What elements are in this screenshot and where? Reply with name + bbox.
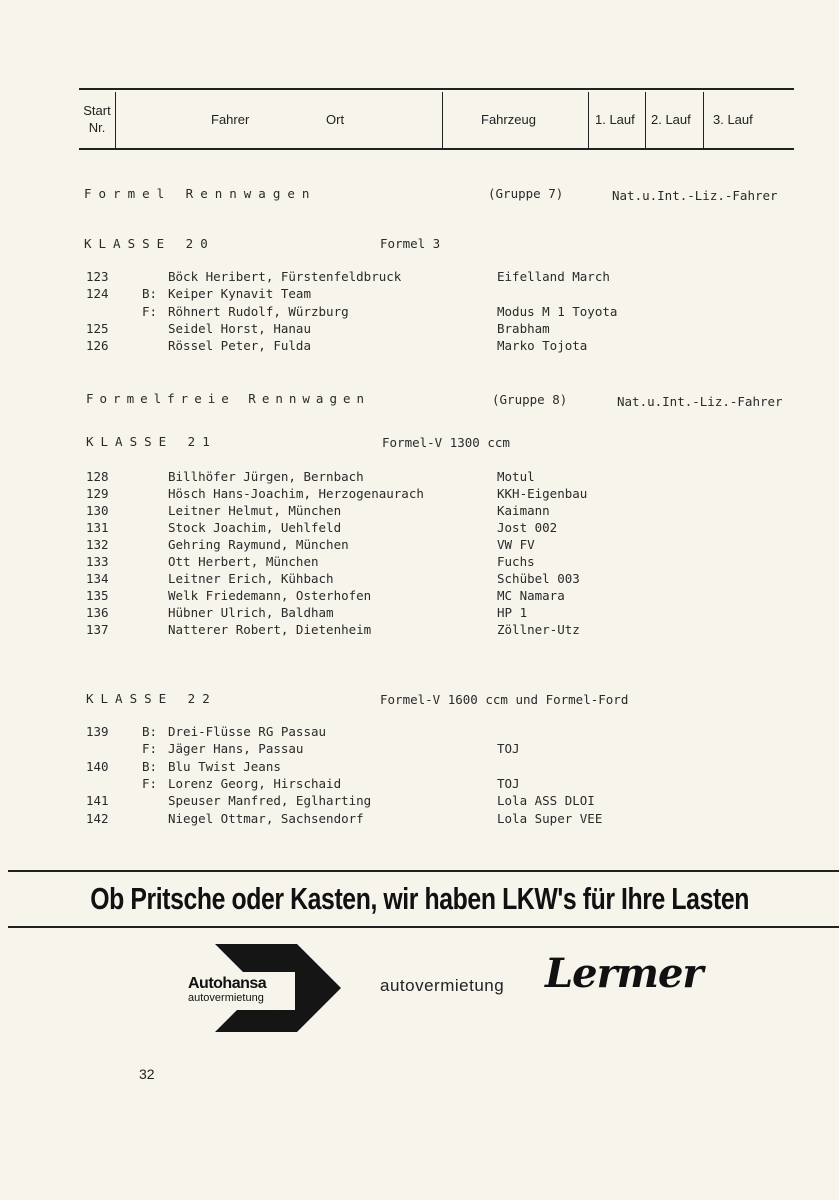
driver-name: Seidel Horst, Hanau	[168, 320, 311, 336]
driver-name: Keiper Kynavit Team	[168, 286, 311, 302]
driver-name: Röhnert Rudolf, Würzburg	[168, 303, 349, 319]
klasse-20-desc: Formel 3	[380, 236, 441, 251]
entry-row	[86, 338, 786, 355]
start-number: 131	[86, 520, 109, 535]
header-lauf-3: 3. Lauf	[713, 111, 753, 127]
header-divider	[703, 92, 704, 148]
entry-row	[86, 269, 786, 286]
vehicle-name: Brabham	[497, 320, 550, 336]
entry-role: B:	[142, 286, 158, 302]
driver-name: Stock Joachim, Uehlfeld	[168, 520, 342, 535]
lermer-brand-logo: Lermer	[545, 950, 703, 997]
start-number: 129	[86, 486, 109, 501]
section-title-formel-rennwagen: Formel Rennwagen	[84, 186, 317, 201]
header-ort: Ort	[326, 111, 345, 127]
driver-name: Leitner Helmut, München	[168, 503, 342, 518]
driver-name: Böck Heribert, Fürstenfeldbruck	[168, 269, 402, 284]
vehicle-name: Motul	[497, 469, 535, 484]
header-divider	[588, 92, 589, 148]
header-fahrer: Fahrer	[211, 111, 250, 127]
header-divider	[442, 92, 443, 148]
start-number: 136	[86, 605, 109, 620]
entry-row	[86, 486, 786, 503]
driver-name: Lorenz Georg, Hirschaid	[168, 775, 342, 791]
klasse-22-desc: Formel-V 1600 ccm und Formel-Ford	[380, 692, 629, 707]
header-start-nr	[79, 90, 115, 148]
entry-role: B:	[142, 758, 158, 774]
section-license: Nat.u.Int.-Liz.-Fahrer	[617, 394, 783, 409]
vehicle-name: TOJ	[497, 775, 520, 791]
driver-name: Niegel Ottmar, Sachsendorf	[168, 810, 364, 826]
driver-name: Natterer Robert, Dietenheim	[168, 622, 372, 637]
start-number: 133	[86, 554, 109, 569]
header-nr: Nr.	[88, 120, 106, 135]
vehicle-name: Eifelland March	[497, 269, 610, 284]
vehicle-name: TOJ	[497, 741, 520, 757]
entry-row	[86, 605, 786, 622]
entry-row	[86, 588, 786, 605]
entry-row	[86, 776, 786, 793]
vehicle-name: Kaimann	[497, 503, 550, 518]
start-number: 140	[86, 758, 109, 774]
section-group: (Gruppe 8)	[492, 392, 568, 407]
driver-name: Billhöfer Jürgen, Bernbach	[168, 469, 364, 484]
klasse-20-label: KLASSE 20	[84, 236, 215, 251]
page-number: 32	[139, 1066, 155, 1082]
header-divider	[115, 92, 116, 148]
driver-name: Hösch Hans-Joachim, Herzogenaurach	[168, 486, 424, 501]
driver-name: Drei-Flüsse RG Passau	[168, 724, 327, 739]
section-title-formelfreie-rennwagen: Formelfreie Rennwagen	[86, 391, 371, 406]
entry-row	[86, 286, 786, 303]
entry-role: B:	[142, 724, 158, 739]
ad-rule-top	[8, 870, 839, 872]
start-number: 128	[86, 469, 109, 484]
entry-role: F:	[142, 741, 158, 757]
entry-row	[86, 503, 786, 520]
entry-row	[86, 724, 786, 741]
vehicle-name: Modus M 1 Toyota	[497, 303, 618, 319]
start-number: 124	[86, 286, 109, 302]
start-number: 126	[86, 338, 109, 354]
driver-name: Rössel Peter, Fulda	[168, 338, 311, 354]
start-number: 130	[86, 503, 109, 518]
entry-role: F:	[142, 775, 158, 791]
start-number: 125	[86, 320, 109, 336]
vehicle-name: KKH-Eigenbau	[497, 486, 588, 501]
vehicle-name: Jost 002	[497, 520, 558, 535]
driver-name: Speuser Manfred, Eglharting	[168, 793, 372, 809]
header-divider	[645, 92, 646, 148]
header-lauf-2: 2. Lauf	[651, 111, 691, 127]
section-license: Nat.u.Int.-Liz.-Fahrer	[612, 188, 778, 203]
start-number: 135	[86, 588, 109, 603]
ad-slogan: Ob Pritsche oder Kasten, wir haben LKW's für Ihre Lasten	[90, 881, 749, 916]
driver-name: Jäger Hans, Passau	[168, 741, 304, 757]
autohansa-logo-sub: autovermietung	[188, 992, 264, 1004]
driver-name: Hübner Ulrich, Baldham	[168, 605, 334, 620]
ad-rule-bottom	[8, 926, 839, 928]
entry-row	[86, 321, 786, 338]
entry-row	[86, 554, 786, 571]
klasse-21-desc: Formel-V 1300 ccm	[382, 435, 510, 450]
vehicle-name: Lola Super VEE	[497, 810, 603, 826]
start-number: 139	[86, 724, 109, 739]
entry-row	[86, 741, 786, 758]
start-number: 142	[86, 810, 109, 826]
start-number: 134	[86, 571, 109, 586]
driver-name: Gehring Raymund, München	[168, 537, 349, 552]
start-number: 123	[86, 269, 109, 284]
start-number: 132	[86, 537, 109, 552]
driver-name: Welk Friedemann, Osterhofen	[168, 588, 372, 603]
entry-row	[86, 811, 786, 828]
entry-row	[86, 520, 786, 537]
entry-row	[86, 793, 786, 810]
vehicle-name: Schübel 003	[497, 571, 580, 586]
start-number: 141	[86, 793, 109, 809]
ad-autovermietung: autovermietung	[380, 976, 505, 995]
vehicle-name: Fuchs	[497, 554, 535, 569]
autohansa-logo-name: Autohansa	[188, 975, 267, 992]
driver-name: Leitner Erich, Kühbach	[168, 571, 334, 586]
vehicle-name: Zöllner-Utz	[497, 622, 580, 637]
entry-role: F:	[142, 303, 158, 319]
klasse-21-label: KLASSE 21	[86, 434, 217, 449]
header-start: Start	[83, 103, 111, 118]
entry-row	[86, 622, 786, 639]
vehicle-name: Marko Tojota	[497, 338, 588, 354]
driver-name: Ott Herbert, München	[168, 554, 319, 569]
entry-row	[86, 304, 786, 321]
entry-row	[86, 571, 786, 588]
header-lauf-1: 1. Lauf	[595, 111, 635, 127]
vehicle-name: HP 1	[497, 605, 528, 620]
entry-row	[86, 537, 786, 554]
vehicle-name: MC Namara	[497, 588, 565, 603]
entry-row	[86, 759, 786, 776]
vehicle-name: VW FV	[497, 537, 535, 552]
section-group: (Gruppe 7)	[488, 186, 564, 201]
start-number: 137	[86, 622, 109, 637]
vehicle-name: Lola ASS DLOI	[497, 793, 595, 809]
driver-name: Blu Twist Jeans	[168, 758, 281, 774]
header-fahrzeug: Fahrzeug	[481, 111, 536, 127]
entry-list-header	[79, 88, 794, 150]
entry-row	[86, 469, 786, 486]
klasse-22-label: KLASSE 22	[86, 691, 217, 706]
